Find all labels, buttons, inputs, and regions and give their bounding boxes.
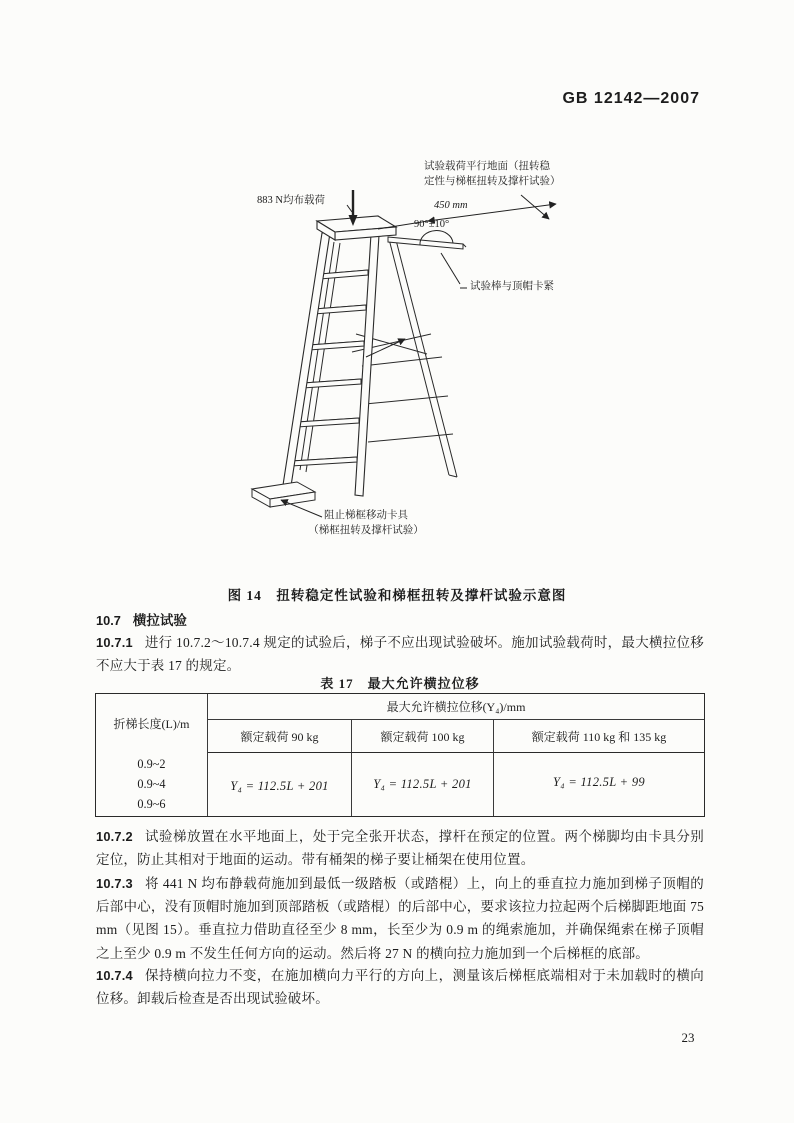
table-header-100kg: 额定载荷 100 kg [352,720,494,753]
annotation-parallel-load [424,160,561,189]
table-header-span: 最大允许横拉位移(Y₄)/mm [208,694,704,720]
clause-number: 10.7.1 [96,635,133,650]
section-number: 10.7 [96,613,121,628]
paragraph-10-7-4 [96,964,704,1010]
clause-text: 试验梯放置在水平地面上，处于完全张开状态，撑杆在预定的位置。两个梯脚均由卡具分别定位，防止其相对于地面的运动。带有桶架的梯子要让桶架在使用位置。 [96,829,704,868]
table-header-110-135kg: 额定载荷 110 kg 和 135 kg [494,720,704,753]
clause-number: 10.7.3 [96,876,133,891]
table-header-90kg: 额定载荷 90 kg [208,720,352,753]
annotation-parallel-line1: 试验载荷平行地面（扭转稳 [424,161,550,172]
annotation-angle: 90°±10° [414,219,450,230]
page-number: 23 [681,1030,695,1045]
paragraph-10-7-1 [96,631,704,677]
table-length-values [96,753,208,816]
formula: Y₄ = 112.5L + 99 [553,774,645,789]
paragraph-10-7-2 [96,825,704,871]
table-caption: 表 17 最大允许横拉位移 [320,676,480,691]
formula: Y₄ = 112.5L + 201 [230,778,329,793]
figure-caption: 图 14 扭转稳定性试验和梯框扭转及撑杆试验示意图 [227,588,567,603]
table-formula-110-135kg [494,753,704,816]
annotation-foot-clamp-line1: 阻止梯框移动卡具 [324,510,408,521]
foot-clamp-block [252,482,315,507]
annotation-load: 883 N均布载荷 [257,195,325,206]
clause-text: 保持横向拉力不变，在施加横向力平行的方向上，测量该后梯框底端相对于未加载时的横向位移。卸载后检查是否出现试验破坏。 [96,968,704,1007]
annotation-450mm: 450 mm [434,200,468,211]
clause-number: 10.7.2 [96,829,133,844]
annotation-parallel-line2: 定性与梯框扭转及撑杆试验） [424,175,561,187]
table-17 [95,693,705,817]
annotation-top-clamp: 试验棒与顶帽卡紧 [470,281,554,292]
annotation-foot-clamp [296,509,436,538]
section-heading-10-7 [96,609,187,629]
table-header-length: 折梯长度(L)/m [96,694,208,753]
clause-text: 将 441 N 均布静载荷施加到最低一级踏板（或踏棍）上，向上的垂直拉力施加到梯子顶帽的后部中心，没有顶帽时施加到顶部踏板（或踏棍）的后部中心，要求该拉力拉起两个后梯脚距地面 75 mm（见图 15）。垂直拉力借助直径至少 8 mm，长至少为 0.9 m 的绳索施加，并确保绳索在梯子顶帽之上至少 0.9 m 不发生任何方向的运动。然后将 27 N 的横向拉力施加到一个后梯框的底部。 [96,876,704,961]
length-value: 0.9~6 [137,796,166,811]
test-bar [388,237,466,249]
doc-number: GB 12142—2007 [562,90,700,107]
clause-text: 进行 10.7.2～10.7.4 规定的试验后，梯子不应出现试验破坏。施加试验载荷时，最大横拉位移不应大于表 17 的规定。 [96,635,704,674]
table-formula-90kg [208,753,352,816]
annotation-foot-clamp-line2: （梯框扭转及撑杆试验） [308,524,424,536]
paragraph-10-7-3 [96,872,704,965]
table-formula-100kg [352,753,494,816]
length-value: 0.9~2 [137,757,166,772]
formula: Y₄ = 112.5L + 201 [373,777,472,791]
length-value: 0.9~4 [137,776,166,791]
section-title: 横拉试验 [132,613,187,628]
clause-number: 10.7.4 [96,968,133,983]
